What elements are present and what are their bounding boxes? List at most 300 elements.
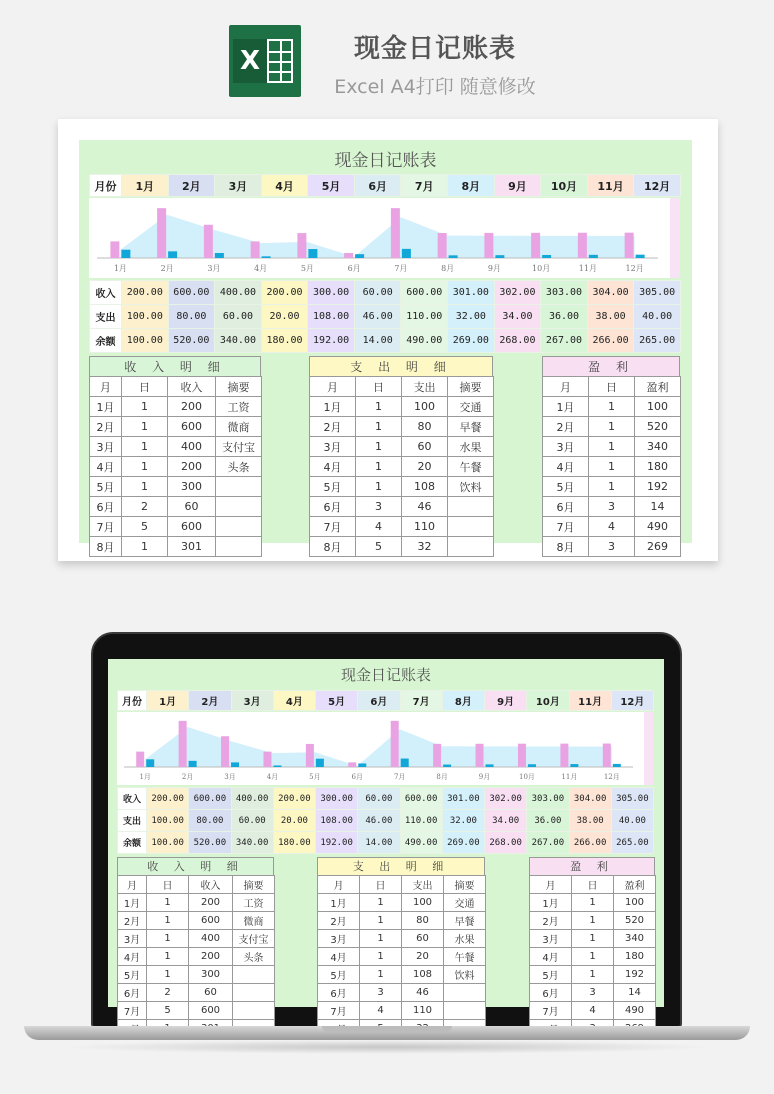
laptop-shadow: [60, 1040, 714, 1054]
detail-cell: 60: [168, 497, 216, 517]
detail-cell: 1: [360, 894, 402, 912]
month-cell: 6月: [354, 175, 401, 197]
detail-cell: 4月: [90, 457, 122, 477]
detail-cell: 1: [147, 930, 189, 948]
detail-cell: 1月: [90, 397, 122, 417]
detail-cell: 头条: [216, 457, 262, 477]
detail-cell: 490: [635, 517, 681, 537]
month-cell: 5月: [308, 175, 355, 197]
detail-cell: 1: [122, 397, 168, 417]
table-row: [530, 984, 656, 1002]
income-bar: [348, 762, 356, 767]
summary-cell: 14.00: [354, 329, 401, 353]
expense-bar: [449, 255, 458, 258]
detail-cell: [444, 984, 486, 1002]
summary-cell: 400.00: [215, 281, 262, 305]
detail-cell: 200: [189, 948, 233, 966]
detail-cell: 1: [589, 477, 635, 497]
summary-cell: 267.00: [541, 329, 588, 353]
detail-cell: 3月: [310, 437, 356, 457]
detail-header-cell: 盈利: [635, 377, 681, 397]
detail-cell: 192: [635, 477, 681, 497]
summary-cell: 38.00: [587, 305, 634, 329]
detail-cell: 3月: [318, 930, 360, 948]
detail-cell: [233, 984, 275, 1002]
month-header-row: [89, 174, 681, 197]
detail-cell: 4月: [543, 457, 589, 477]
expense-bar: [443, 765, 451, 767]
detail-cell: 1月: [543, 397, 589, 417]
table-row: [310, 477, 494, 497]
detail-cell: 100: [614, 894, 656, 912]
detail-cell: 1月: [318, 894, 360, 912]
income-bar: [391, 721, 399, 767]
detail-cell: 180: [614, 948, 656, 966]
income-bar: [438, 233, 447, 258]
laptop-notch: [322, 1026, 452, 1032]
detail-header-row: [118, 876, 275, 894]
detail-cell: 100: [635, 397, 681, 417]
detail-cell: 5: [122, 517, 168, 537]
table-row: [90, 417, 262, 437]
sheet-title: 现金日记账表: [340, 666, 431, 684]
summary-cell: 400.00: [231, 788, 273, 810]
detail-header-cell: 收入: [189, 876, 233, 894]
detail-cell: 3月: [530, 930, 572, 948]
detail-header-cell: 收入: [168, 377, 216, 397]
income-bar: [560, 744, 568, 767]
x-tick-label: 1月: [113, 264, 127, 273]
detail-cell: 水果: [444, 930, 486, 948]
detail-header-row: [543, 377, 681, 397]
detail-cell: [444, 1002, 486, 1020]
expense-detail-table: [317, 857, 485, 1018]
detail-header-cell: 月: [318, 876, 360, 894]
detail-cell: 340: [635, 437, 681, 457]
income-bar: [157, 208, 166, 258]
table-row: [318, 894, 486, 912]
table-row: [90, 437, 262, 457]
table-row: [118, 948, 275, 966]
table-row: [543, 417, 681, 437]
table-row: [318, 984, 486, 1002]
summary-cell: 269.00: [448, 329, 495, 353]
detail-cell: 192: [614, 966, 656, 984]
expense-bar: [636, 255, 645, 258]
month-cell: 11月: [569, 691, 611, 711]
detail-cell: 1: [360, 966, 402, 984]
detail-cell: 490: [614, 1002, 656, 1020]
detail-header-cell: 摘要: [216, 377, 262, 397]
x-tick-label: 8月: [441, 264, 455, 273]
summary-cell: 490.00: [400, 832, 442, 854]
detail-cell: 4: [360, 1002, 402, 1020]
detail-cell: 1: [360, 912, 402, 930]
detail-cell: 6月: [530, 984, 572, 1002]
detail-title: 支 出 明 细: [309, 356, 493, 377]
table-row: [310, 517, 494, 537]
monthly-chart: [117, 712, 653, 785]
summary-cell: 60.00: [231, 810, 273, 832]
expense-bar: [273, 765, 281, 767]
detail-cell: 100: [402, 397, 448, 417]
x-tick-label: 9月: [478, 773, 491, 781]
detail-cell: 2: [122, 497, 168, 517]
detail-header-cell: 摘要: [444, 876, 486, 894]
detail-header-row: [318, 876, 486, 894]
detail-cell: [216, 537, 262, 557]
expense-bar: [231, 762, 239, 767]
detail-cell: 1: [356, 397, 402, 417]
detail-header-cell: 日: [589, 377, 635, 397]
summary-cell: 46.00: [354, 305, 401, 329]
income-bar: [263, 752, 271, 767]
detail-cell: 1: [122, 477, 168, 497]
summary-cell: 265.00: [611, 832, 653, 854]
detail-cell: 1: [122, 437, 168, 457]
detail-cell: 7月: [543, 517, 589, 537]
detail-cell: 1月: [310, 397, 356, 417]
summary-cell: 100.00: [147, 832, 189, 854]
summary-cell: 192.00: [308, 329, 355, 353]
detail-title: 支 出 明 细: [317, 857, 485, 876]
summary-cell: 268.00: [485, 832, 527, 854]
detail-cell: 80: [402, 417, 448, 437]
detail-cell: 14: [635, 497, 681, 517]
month-cell: 10月: [527, 691, 569, 711]
month-row: [118, 691, 654, 711]
month-cell: 2月: [189, 691, 231, 711]
detail-cell: 1月: [530, 894, 572, 912]
detail-cell: 7月: [318, 1002, 360, 1020]
table-row: [318, 930, 486, 948]
detail-cell: 午餐: [448, 457, 494, 477]
income-bar: [221, 736, 229, 767]
summary-table: [89, 280, 681, 353]
month-cell: 4月: [273, 691, 315, 711]
table-row: [118, 930, 275, 948]
expense-bar: [358, 763, 366, 767]
summary-cell: 14.00: [358, 832, 400, 854]
detail-cell: [216, 477, 262, 497]
expense-bar: [262, 256, 271, 258]
detail-cell: 46: [402, 497, 448, 517]
x-tick-label: 10月: [518, 773, 535, 781]
excel-x-mark: X: [233, 39, 267, 83]
detail-grid: [117, 875, 275, 1038]
summary-cell: 34.00: [494, 305, 541, 329]
detail-cell: 早餐: [448, 417, 494, 437]
table-row: [90, 397, 262, 417]
detail-cell: 5月: [530, 966, 572, 984]
detail-cell: [448, 537, 494, 557]
summary-cell: 32.00: [448, 305, 495, 329]
detail-cell: 5月: [118, 966, 147, 984]
detail-cell: 600: [168, 517, 216, 537]
expense-bar: [168, 251, 177, 258]
detail-header-cell: 月: [543, 377, 589, 397]
detail-cell: 微商: [216, 417, 262, 437]
detail-cell: 1: [572, 894, 614, 912]
table-row: [530, 1002, 656, 1020]
month-header-label: 月份: [90, 175, 122, 197]
detail-cell: 3: [589, 537, 635, 557]
table-row: [90, 517, 262, 537]
detail-cell: 300: [189, 966, 233, 984]
summary-cell: 302.00: [485, 788, 527, 810]
month-cell: 1月: [122, 175, 169, 197]
detail-cell: 20: [402, 457, 448, 477]
summary-row: [118, 810, 654, 832]
summary-cell: 108.00: [308, 305, 355, 329]
income-bar: [603, 744, 611, 767]
balance-area: [120, 215, 634, 258]
x-tick-label: 4月: [254, 264, 268, 273]
table-row: [118, 1002, 275, 1020]
expense-bar: [495, 255, 504, 258]
detail-cell: 8月: [543, 537, 589, 557]
x-tick-label: 7月: [393, 773, 406, 781]
table-row: [118, 912, 275, 930]
x-tick-label: 12月: [603, 773, 620, 781]
detail-header-cell: 日: [360, 876, 402, 894]
table-row: [90, 497, 262, 517]
detail-cell: 7月: [118, 1002, 147, 1020]
summary-cell: 108.00: [316, 810, 358, 832]
detail-cell: 工资: [233, 894, 275, 912]
detail-cell: 600: [189, 912, 233, 930]
detail-cell: 4月: [118, 948, 147, 966]
summary-row-label: 支出: [90, 305, 122, 329]
detail-cell: 5月: [543, 477, 589, 497]
summary-cell: 100.00: [122, 329, 169, 353]
summary-cell: 40.00: [634, 305, 681, 329]
summary-row: [90, 281, 681, 305]
detail-cell: [233, 1002, 275, 1020]
excel-grid-icon: [267, 39, 293, 83]
detail-cell: 400: [168, 437, 216, 457]
summary-cell: 38.00: [569, 810, 611, 832]
summary-cell: 80.00: [168, 305, 215, 329]
month-cell: 9月: [485, 691, 527, 711]
detail-cell: 3: [589, 497, 635, 517]
detail-cell: 6月: [90, 497, 122, 517]
summary-cell: 32.00: [442, 810, 484, 832]
income-bar: [391, 208, 400, 258]
month-cell: 4月: [261, 175, 308, 197]
income-bar: [344, 253, 353, 258]
table-row: [90, 537, 262, 557]
detail-cell: 交通: [448, 397, 494, 417]
detail-cell: 1: [356, 457, 402, 477]
table-row: [310, 497, 494, 517]
detail-cell: 3月: [118, 930, 147, 948]
detail-cell: 1: [122, 537, 168, 557]
x-tick-label: 2月: [160, 264, 174, 273]
income-bar: [306, 744, 314, 767]
detail-grid: [89, 376, 262, 557]
detail-cell: 300: [168, 477, 216, 497]
x-tick-label: 6月: [347, 264, 361, 273]
summary-row-label: 收入: [118, 788, 147, 810]
income-bar: [251, 241, 260, 258]
month-cell: 2月: [168, 175, 215, 197]
expense-bar: [589, 255, 598, 258]
detail-cell: 301: [168, 537, 216, 557]
detail-cell: 4月: [310, 457, 356, 477]
expense-bar: [316, 759, 324, 767]
detail-cell: 1: [356, 477, 402, 497]
summary-cell: 266.00: [569, 832, 611, 854]
income-bar: [204, 225, 213, 258]
month-header-row: [117, 690, 654, 711]
table-row: [530, 966, 656, 984]
detail-cell: 340: [614, 930, 656, 948]
month-cell: 7月: [401, 175, 448, 197]
detail-cell: 3: [360, 984, 402, 1002]
summary-cell: 180.00: [261, 329, 308, 353]
income-bar: [297, 233, 306, 258]
detail-header-row: [90, 377, 262, 397]
summary-cell: 520.00: [168, 329, 215, 353]
month-cell: 12月: [611, 691, 653, 711]
summary-cell: 600.00: [168, 281, 215, 305]
table-row: [543, 537, 681, 557]
table-row: [543, 437, 681, 457]
month-cell: 11月: [587, 175, 634, 197]
detail-cell: 头条: [233, 948, 275, 966]
income-bar: [484, 233, 493, 258]
month-cell: 1月: [147, 691, 189, 711]
x-tick-label: 6月: [351, 773, 364, 781]
detail-header-cell: 支出: [402, 876, 444, 894]
detail-cell: 2月: [530, 912, 572, 930]
expense-bar: [355, 254, 364, 258]
detail-grid: [529, 875, 656, 1038]
detail-cell: 3月: [543, 437, 589, 457]
summary-cell: 301.00: [448, 281, 495, 305]
summary-cell: 520.00: [189, 832, 231, 854]
detail-cell: 269: [635, 537, 681, 557]
detail-cell: 20: [402, 948, 444, 966]
expense-bar: [308, 249, 317, 258]
detail-cell: 60: [189, 984, 233, 1002]
detail-cell: 3: [572, 984, 614, 1002]
detail-cell: 520: [635, 417, 681, 437]
detail-title: 收 入 明 细: [89, 356, 261, 377]
summary-cell: 200.00: [147, 788, 189, 810]
income-bar: [518, 744, 526, 767]
detail-header-cell: 日: [356, 377, 402, 397]
summary-cell: 110.00: [400, 810, 442, 832]
expense-bar: [121, 250, 130, 258]
summary-cell: 300.00: [308, 281, 355, 305]
detail-cell: 4月: [318, 948, 360, 966]
detail-cell: 1: [360, 948, 402, 966]
summary-cell: 80.00: [189, 810, 231, 832]
expense-bar: [528, 764, 536, 767]
detail-cell: 14: [614, 984, 656, 1002]
summary-row: [118, 788, 654, 810]
detail-cell: [448, 517, 494, 537]
detail-cell: 2月: [90, 417, 122, 437]
summary-cell: 34.00: [485, 810, 527, 832]
x-tick-label: 11月: [578, 264, 597, 273]
table-row: [90, 457, 262, 477]
detail-cell: 7月: [90, 517, 122, 537]
table-row: [530, 894, 656, 912]
detail-cell: 1: [589, 457, 635, 477]
table-row: [530, 912, 656, 930]
detail-cell: 1: [147, 894, 189, 912]
detail-cell: 2月: [318, 912, 360, 930]
detail-header-cell: 日: [572, 876, 614, 894]
expense-bar: [570, 764, 578, 767]
month-cell: 7月: [400, 691, 442, 711]
detail-cell: 600: [168, 417, 216, 437]
table-row: [543, 497, 681, 517]
detail-cell: 5: [147, 1002, 189, 1020]
detail-cell: 8月: [90, 537, 122, 557]
detail-cell: 108: [402, 966, 444, 984]
detail-header-cell: 支出: [402, 377, 448, 397]
detail-cell: [216, 517, 262, 537]
profit-detail-table: [542, 356, 680, 554]
detail-cell: 5月: [310, 477, 356, 497]
detail-cell: 100: [402, 894, 444, 912]
excel-icon: [229, 25, 301, 97]
detail-title: 盈 利: [542, 356, 680, 377]
x-tick-label: 11月: [561, 773, 578, 781]
detail-cell: 1: [147, 948, 189, 966]
month-cell: 9月: [494, 175, 541, 197]
summary-cell: 110.00: [401, 305, 448, 329]
table-row: [318, 1002, 486, 1020]
table-row: [530, 948, 656, 966]
detail-cell: [448, 497, 494, 517]
summary-cell: 303.00: [527, 788, 569, 810]
summary-row-label: 余额: [90, 329, 122, 353]
income-bar: [136, 752, 144, 767]
detail-cell: 7月: [530, 1002, 572, 1020]
summary-cell: 200.00: [261, 281, 308, 305]
detail-cell: 110: [402, 517, 448, 537]
table-row: [543, 397, 681, 417]
monthly-chart: [89, 198, 680, 278]
table-row: [310, 437, 494, 457]
detail-header-cell: 月: [530, 876, 572, 894]
detail-cell: [233, 966, 275, 984]
detail-cell: 180: [635, 457, 681, 477]
expense-bar: [401, 759, 409, 767]
detail-header-row: [530, 876, 656, 894]
chart-svg: [117, 712, 653, 785]
detail-cell: 1: [122, 417, 168, 437]
detail-cell: 108: [402, 477, 448, 497]
detail-grid: [542, 376, 681, 557]
detail-cell: 60: [402, 930, 444, 948]
detail-cell: 1: [360, 930, 402, 948]
summary-row: [90, 305, 681, 329]
summary-cell: 20.00: [273, 810, 315, 832]
month-cell: 5月: [316, 691, 358, 711]
month-cell: 12月: [634, 175, 681, 197]
income-detail-table: [89, 356, 261, 554]
summary-cell: 300.00: [316, 788, 358, 810]
income-detail-table: [117, 857, 274, 1018]
table-row: [543, 477, 681, 497]
table-row: [530, 930, 656, 948]
